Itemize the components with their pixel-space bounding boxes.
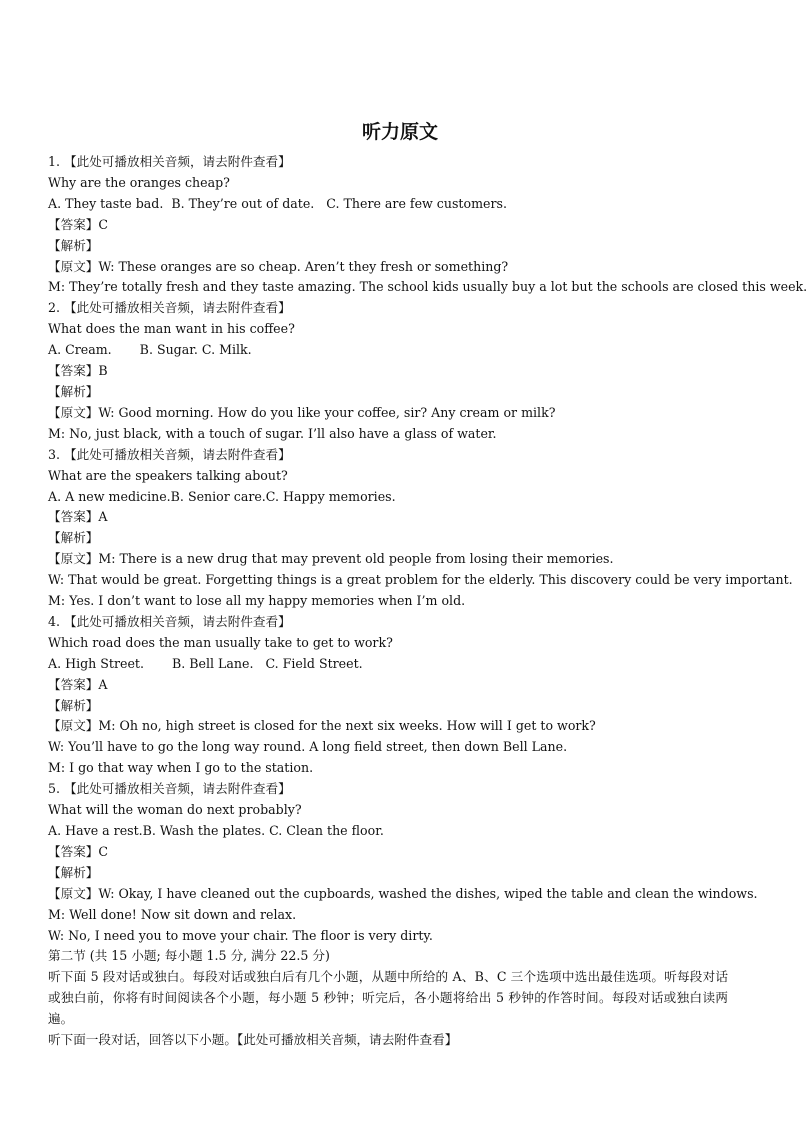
text-line: 4. 【此处可播放相关音频，请去附件查看】 bbox=[48, 613, 291, 629]
text-line: 【原文】W: Okay, I have cleaned out the cupboards, washed the dishes, wiped the table and clean the windows. bbox=[48, 885, 758, 901]
text-line: A. A new medicine.B. Senior care.C. Happy memories. bbox=[48, 488, 396, 504]
listening-prompt: 听下面一段对话，回答以下小题。【此处可播放相关音频，请去附件查看】 bbox=[48, 1032, 458, 1048]
text-line: 【原文】W: Good morning. How do you like your coffee, sir? Any cream or milk? bbox=[48, 404, 556, 420]
text-line: What does the man want in his coffee? bbox=[48, 321, 295, 337]
text-line: What will the woman do next probably? bbox=[48, 802, 302, 818]
text-line: 【答案】B bbox=[48, 363, 108, 379]
text-line: 2. 【此处可播放相关音频，请去附件查看】 bbox=[48, 300, 291, 316]
text-line: A. Cream. B. Sugar. C. Milk. bbox=[48, 342, 252, 358]
text-line: W: You’ll have to go the long way round. A long field street, then down Bell Lane. bbox=[48, 739, 568, 755]
document-body bbox=[48, 152, 807, 1051]
text-line: 【原文】M: Oh no, high street is closed for the next six weeks. How will I get to work? bbox=[48, 718, 596, 734]
text-line: 3. 【此处可播放相关音频，请去附件查看】 bbox=[48, 446, 291, 462]
text-line: A. They taste bad. B. They’re out of date. C. There are few customers. bbox=[48, 195, 507, 211]
section-instruction: 听下面 5 段对话或独白。每段对话或独白后有几个小题，从题中所给的 A、B、C 三个选项中选出最佳选项。听每段对话或独白前，你将有时间阅读各个小题，每小题 5 秒钟；听完后，各小题将给出 5 秒钟的作答时间。每段对话或独白读两遍。 bbox=[48, 969, 728, 1027]
text-line: 【答案】C bbox=[48, 843, 109, 859]
text-line: M: No, just black, with a touch of sugar. I’ll also have a glass of water. bbox=[48, 425, 497, 441]
text-line: M: Well done! Now sit down and relax. bbox=[48, 906, 297, 922]
text-line: M: They’re totally fresh and they taste amazing. The school kids usually buy a lot but the schools are closed this week. bbox=[48, 279, 807, 295]
text-line: 【原文】W: These oranges are so cheap. Aren’t they fresh or something? bbox=[48, 258, 509, 274]
text-line: A. Have a rest.B. Wash the plates. C. Clean the floor. bbox=[48, 823, 384, 838]
text-line: 【答案】A bbox=[48, 676, 108, 692]
text-line: W: No, I need you to move your chair. The floor is very dirty. bbox=[48, 927, 433, 943]
text-line: Which road does the man usually take to get to work? bbox=[48, 634, 393, 650]
text-line: M: I go that way when I go to the station. bbox=[48, 760, 314, 776]
text-line: 【解析】 bbox=[48, 530, 99, 546]
text-line: 【答案】A bbox=[48, 509, 108, 525]
text-line: 【解析】 bbox=[48, 383, 99, 399]
text-line: 【解析】 bbox=[48, 864, 99, 880]
text-line: A. High Street. B. Bell Lane. C. Field Street. bbox=[48, 655, 363, 671]
text-line: Why are the oranges cheap? bbox=[48, 174, 230, 190]
text-line: 【解析】 bbox=[48, 697, 99, 713]
text-line: What are the speakers talking about? bbox=[48, 467, 288, 483]
text-line: 【答案】C bbox=[48, 216, 109, 232]
page-title: 听力原文 bbox=[361, 121, 438, 143]
text-line: W: That would be great. Forgetting things is a great problem for the elderly. This discovery could be very important. bbox=[48, 572, 793, 588]
text-line: 第二节 (共 15 小题; 每小题 1.5 分, 满分 22.5 分) bbox=[48, 948, 330, 964]
text-line: M: Yes. I don’t want to lose all my happy memories when I’m old. bbox=[48, 593, 466, 609]
text-line: 5. 【此处可播放相关音频，请去附件查看】 bbox=[48, 781, 291, 797]
text-line: 1. 【此处可播放相关音频，请去附件查看】 bbox=[48, 154, 291, 169]
text-line: 【原文】M: There is a new drug that may prevent old people from losing their memories. bbox=[48, 551, 614, 567]
text-line: 【解析】 bbox=[48, 237, 99, 253]
